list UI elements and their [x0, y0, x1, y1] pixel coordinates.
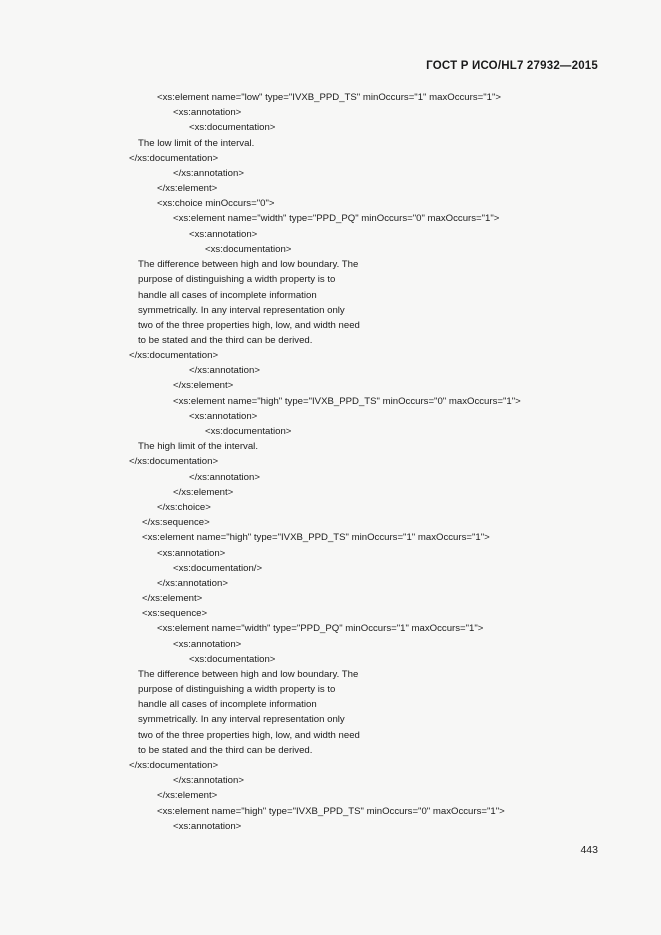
code-line: purpose of distinguishing a width property is to [138, 274, 336, 285]
code-line: <xs:annotation> [189, 411, 258, 422]
code-line: The high limit of the interval. [138, 441, 258, 452]
code-line: </xs:annotation> [189, 365, 260, 376]
code-line: <xs:annotation> [157, 548, 226, 559]
code-line: </xs:element> [142, 593, 203, 604]
code-line: </xs:element> [157, 183, 218, 194]
code-line: symmetrically. In any interval representation only [138, 305, 345, 316]
code-line: <xs:documentation> [205, 426, 292, 437]
code-line: <xs:annotation> [189, 229, 258, 240]
code-line: </xs:element> [157, 790, 218, 801]
code-line: <xs:documentation> [189, 654, 276, 665]
code-line: <xs:element name="low" type="IVXB_PPD_TS" minOccurs="1" maxOccurs="1"> [157, 92, 501, 103]
code-line: purpose of distinguishing a width property is to [138, 684, 336, 695]
code-line: <xs:documentation> [189, 122, 276, 133]
code-line: </xs:documentation> [129, 456, 219, 467]
code-line: <xs:documentation/> [173, 563, 263, 574]
code-line: two of the three properties high, low, and width need [138, 320, 360, 331]
code-line: </xs:documentation> [129, 760, 219, 771]
code-line: <xs:sequence> [142, 608, 208, 619]
code-line: </xs:documentation> [129, 350, 219, 361]
page-number: 443 [580, 844, 598, 856]
code-line: </xs:documentation> [129, 153, 219, 164]
code-line: </xs:annotation> [173, 775, 244, 786]
code-line: handle all cases of incomplete information [138, 290, 317, 301]
code-line: <xs:choice minOccurs="0"> [157, 198, 275, 209]
code-line: handle all cases of incomplete information [138, 699, 317, 710]
code-line: to be stated and the third can be derived. [138, 745, 313, 756]
code-line: <xs:element name="high" type="IVXB_PPD_TS" minOccurs="0" maxOccurs="1"> [173, 396, 521, 407]
code-line: </xs:annotation> [189, 472, 260, 483]
standard-header: ГОСТ Р ИСО/HL7 27932—2015 [426, 60, 598, 72]
code-line: </xs:choice> [157, 502, 211, 513]
code-line: <xs:documentation> [205, 244, 292, 255]
code-line: two of the three properties high, low, and width need [138, 730, 360, 741]
code-line: symmetrically. In any interval representation only [138, 714, 345, 725]
code-line: <xs:annotation> [173, 639, 242, 650]
code-line: </xs:annotation> [173, 168, 244, 179]
code-line: </xs:annotation> [157, 578, 228, 589]
code-line: </xs:sequence> [142, 517, 210, 528]
code-line: </xs:element> [173, 380, 234, 391]
code-line: <xs:annotation> [173, 107, 242, 118]
code-line: <xs:element name="width" type="PPD_PQ" minOccurs="1" maxOccurs="1"> [157, 623, 484, 634]
code-line: <xs:annotation> [173, 821, 242, 832]
code-line: The low limit of the interval. [138, 138, 255, 149]
code-line: <xs:element name="high" type="IVXB_PPD_TS" minOccurs="0" maxOccurs="1"> [157, 806, 505, 817]
code-line: The difference between high and low boundary. The [138, 259, 359, 270]
code-line: </xs:element> [173, 487, 234, 498]
code-line: to be stated and the third can be derived. [138, 335, 313, 346]
code-line: The difference between high and low boundary. The [138, 669, 359, 680]
code-line: <xs:element name="width" type="PPD_PQ" minOccurs="0" maxOccurs="1"> [173, 213, 500, 224]
code-line: <xs:element name="high" type="IVXB_PPD_TS" minOccurs="1" maxOccurs="1"> [142, 532, 490, 543]
